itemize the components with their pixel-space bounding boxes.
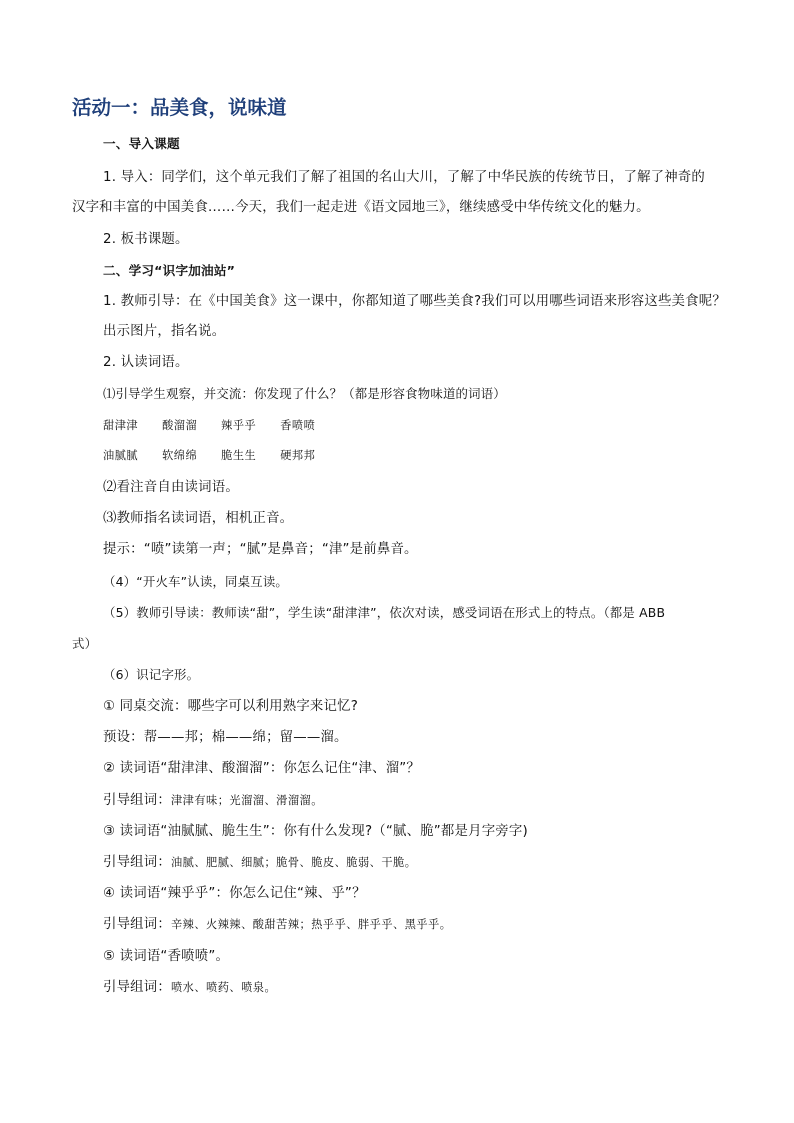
- paragraph-read-words: 2. 认读词语。: [103, 355, 189, 370]
- guide-label: 引导组词：: [103, 793, 171, 808]
- guide-words-la-hu: [103, 915, 451, 935]
- item-peer-exchange: ① 同桌交流：哪些字可以利用熟字来记忆?: [103, 699, 359, 714]
- guide-words-ni-cui: [103, 853, 416, 873]
- word-item: 油腻腻: [103, 449, 139, 462]
- question-guided-reading-line2: 式）: [72, 636, 98, 651]
- page-title: 活动一：品美食，说味道: [72, 96, 287, 119]
- guide-words-pen: [103, 978, 276, 998]
- question-observe: ⑴引导学生观察，并交流：你发现了什么？（都是形容食物味道的词语）: [103, 386, 506, 401]
- guide-words: 津津有味；光溜溜、滑溜溜。: [170, 794, 323, 807]
- question-character-shapes: （6）识记字形。: [103, 667, 200, 682]
- paragraph-teacher-guide-line2: 出示图片，指名说。: [103, 324, 226, 339]
- question-guided-reading-line1: （5）教师引导读：教师读“甜”，学生读“甜津津”，依次对读，感受词语在形式上的特点。（都是 ABB: [103, 605, 666, 620]
- guide-label: 引导组词：: [103, 855, 171, 870]
- word-row-1: [103, 416, 339, 436]
- word-item: 脆生生: [221, 449, 257, 462]
- word-item: 酸溜溜: [162, 419, 198, 432]
- word-item: 硬邦邦: [280, 449, 316, 462]
- word-item: 软绵绵: [162, 449, 198, 462]
- guide-words: 油腻、肥腻、细腻；脆骨、脆皮、脆弱、干脆。: [170, 856, 417, 869]
- guide-label: 引导组词：: [103, 917, 171, 932]
- item-read-jin-liu: ② 读词语“甜津津、酸溜溜”：你怎么记住“津、溜”？: [103, 761, 421, 776]
- pronunciation-tip: 提示：“喷”读第一声；“腻”是鼻音；“津”是前鼻音。: [103, 542, 418, 557]
- word-item: 甜津津: [103, 419, 139, 432]
- word-item: 辣乎乎: [221, 419, 257, 432]
- paragraph-board-title: 2. 板书课题。: [103, 232, 189, 247]
- item-read-la-hu: ④ 读词语“辣乎乎”：你怎么记住“辣、乎”？: [103, 886, 366, 901]
- guide-words: 辛辣、火辣辣、酸甜苦辣；热乎乎、胖乎乎、黑乎乎。: [170, 918, 452, 931]
- item-read-pen: ⑤ 读词语“香喷喷”。: [103, 949, 230, 964]
- question-pinyin-reading: ⑵看注音自由读词语。: [103, 480, 239, 495]
- guide-label: 引导组词：: [103, 980, 171, 995]
- question-teacher-correct: ⑶教师指名读词语，相机正音。: [103, 511, 294, 526]
- word-item: 香喷喷: [280, 419, 316, 432]
- section-heading-intro: 一、导入课题: [103, 136, 180, 151]
- section-heading-literacy: 二、学习“识字加油站”: [103, 263, 236, 278]
- question-train-reading: （4）“开火车”认读，同桌互读。: [103, 574, 288, 589]
- word-row-2: [103, 446, 339, 466]
- guide-words-jin-liu: [103, 791, 323, 811]
- item-preset-answer: 预设：帮——邦；棉——绵；留——溜。: [103, 730, 348, 745]
- paragraph-teacher-guide-line1: 1. 教师引导：在《中国美食》这一课中，你都知道了哪些美食?我们可以用哪些词语来形容这些美食呢？: [103, 294, 726, 309]
- item-read-ni-cui: ③ 读词语“油腻腻、脆生生”：你有什么发现?（“腻、脆”都是月字旁字): [103, 824, 528, 839]
- guide-words: 喷水、喷药、喷泉。: [170, 981, 277, 994]
- paragraph-intro-line1: 1. 导入：同学们，这个单元我们了解了祖国的名山大川，了解了中华民族的传统节日，了解了神奇的: [103, 170, 706, 185]
- paragraph-intro-line2: 汉字和丰富的中国美食……今天，我们一起走进《语文园地三》，继续感受中华传统文化的魅力。: [72, 200, 650, 215]
